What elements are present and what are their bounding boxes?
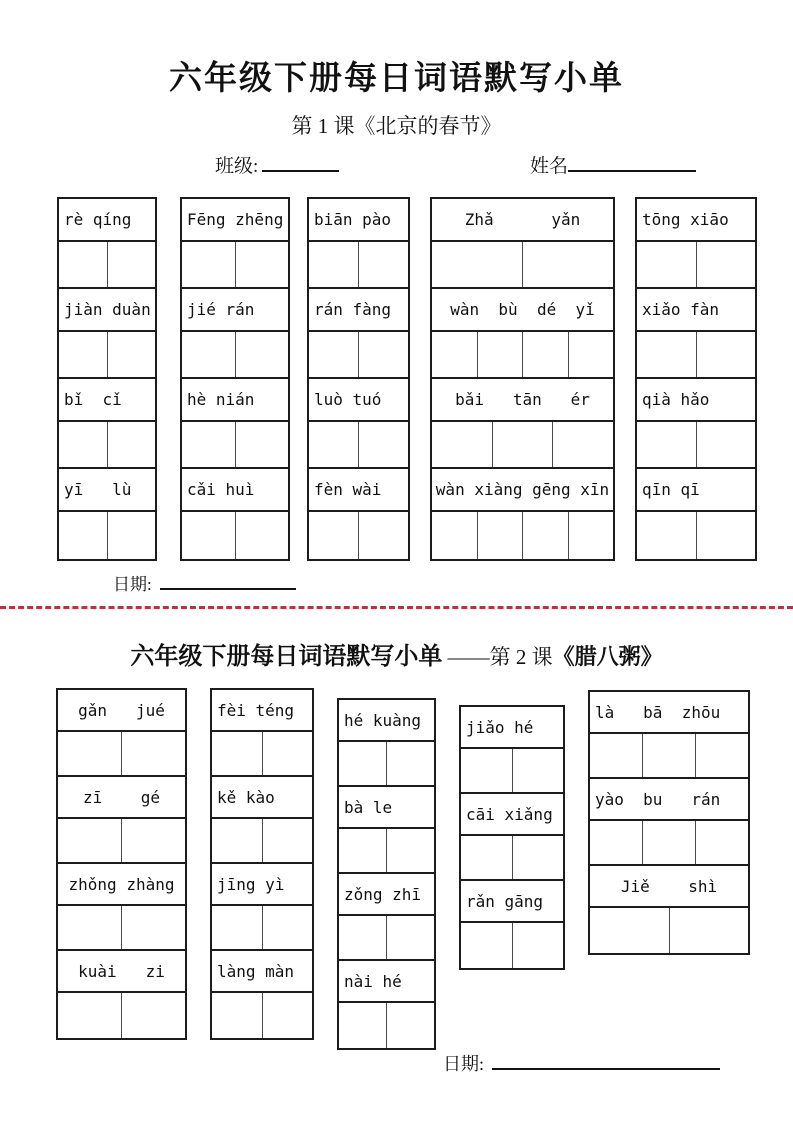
pinyin-word: rǎn gāng: [461, 881, 563, 923]
answer-box: [696, 734, 748, 777]
answer-box: [569, 512, 614, 559]
answer-row: [432, 512, 613, 559]
answer-box: [432, 422, 493, 467]
pinyin-word: rè qíng: [59, 199, 155, 242]
s1-table-2: [307, 197, 410, 561]
answer-row: [461, 749, 563, 794]
section2-title-book: 《腊八粥》: [552, 644, 663, 669]
pinyin-word: Jiě shì: [590, 866, 748, 908]
answer-box: [58, 906, 122, 949]
pinyin-word: fèn wài: [309, 469, 408, 512]
section1-title: 六年级下册每日词语默写小单: [169, 59, 624, 96]
answer-box: [553, 422, 613, 467]
answer-box: [387, 829, 434, 872]
answer-box: [59, 512, 108, 559]
pinyin-word: bǐ cǐ: [59, 379, 155, 422]
pinyin-word: yào bu rán: [590, 779, 748, 821]
answer-row: [58, 732, 185, 777]
answer-box: [122, 993, 185, 1038]
answer-row: [432, 422, 613, 469]
answer-box: [590, 821, 643, 864]
answer-box: [108, 512, 156, 559]
pinyin-word: xiǎo fàn: [637, 289, 755, 332]
answer-row: [59, 422, 155, 469]
answer-row: [590, 734, 748, 779]
answer-row: [309, 332, 408, 379]
answer-box: [212, 732, 263, 775]
pinyin-word: zī gé: [58, 777, 185, 819]
answer-row: [59, 512, 155, 559]
answer-box: [212, 993, 263, 1038]
answer-box: [478, 512, 524, 559]
section2-word-tables: [0, 688, 793, 1050]
answer-box: [309, 242, 359, 287]
answer-box: [359, 512, 408, 559]
date-label: 日期:: [443, 1054, 485, 1074]
answer-box: [339, 829, 387, 872]
s2-table-1: [210, 688, 314, 1040]
answer-box: [697, 422, 756, 467]
answer-row: [432, 332, 613, 379]
answer-row: [212, 993, 312, 1038]
section1-subtitle: 第 1 课《北京的春节》: [291, 114, 502, 138]
pinyin-word: zhǒng zhàng: [58, 864, 185, 906]
answer-box: [309, 422, 359, 467]
answer-box: [637, 422, 697, 467]
pinyin-word: biān pào: [309, 199, 408, 242]
answer-row: [59, 332, 155, 379]
answer-row: [637, 332, 755, 379]
answer-box: [108, 422, 156, 467]
answer-row: [637, 512, 755, 559]
answer-box: [461, 836, 513, 879]
answer-box: [461, 923, 513, 968]
answer-box: [387, 742, 434, 785]
answer-box: [523, 242, 613, 287]
name-label: 姓名: [530, 156, 569, 177]
answer-box: [236, 332, 289, 377]
name-fill-line: [568, 158, 696, 172]
answer-box: [108, 242, 156, 287]
class-fill-line: [262, 158, 339, 172]
section2-date-field: [443, 1050, 720, 1076]
pinyin-word: cāi xiǎng: [461, 794, 563, 836]
pinyin-word: rán fàng: [309, 289, 408, 332]
section2-title: [0, 636, 793, 671]
answer-box: [339, 1003, 387, 1048]
answer-box: [637, 512, 697, 559]
pinyin-word: tōng xiāo: [637, 199, 755, 242]
pinyin-word: Zhǎ yǎn: [432, 199, 613, 242]
answer-box: [59, 242, 108, 287]
answer-box: [670, 908, 749, 953]
answer-box: [236, 422, 289, 467]
answer-row: [58, 819, 185, 864]
answer-box: [590, 734, 643, 777]
answer-box: [182, 332, 236, 377]
answer-box: [432, 242, 523, 287]
red-dashed-divider: [0, 606, 793, 609]
answer-box: [523, 332, 569, 377]
answer-box: [696, 821, 748, 864]
section1-word-tables: [0, 197, 793, 561]
pinyin-word: làng màn: [212, 951, 312, 993]
pinyin-word: jiǎo hé: [461, 707, 563, 749]
answer-box: [513, 923, 564, 968]
pinyin-word: wàn bù dé yǐ: [432, 289, 613, 332]
pinyin-word: Fēng zhēng: [182, 199, 288, 242]
answer-box: [236, 242, 289, 287]
s2-table-3: [459, 705, 565, 970]
answer-row: [309, 422, 408, 469]
answer-box: [513, 749, 564, 792]
answer-row: [59, 242, 155, 289]
date-fill-line: [160, 576, 296, 590]
answer-box: [122, 819, 185, 862]
pinyin-word: hé kuàng: [339, 700, 434, 742]
s1-table-1: [180, 197, 290, 561]
pinyin-word: luò tuó: [309, 379, 408, 422]
answer-box: [643, 734, 696, 777]
answer-box: [637, 332, 697, 377]
answer-box: [523, 512, 569, 559]
answer-box: [59, 422, 108, 467]
answer-box: [339, 916, 387, 959]
answer-box: [263, 732, 313, 775]
answer-box: [309, 332, 359, 377]
answer-row: [637, 422, 755, 469]
answer-box: [212, 906, 263, 949]
answer-row: [309, 512, 408, 559]
pinyin-word: nài hé: [339, 961, 434, 1003]
pinyin-word: yī lù: [59, 469, 155, 512]
pinyin-word: qīn qī: [637, 469, 755, 512]
answer-box: [122, 732, 185, 775]
s1-table-0: [57, 197, 157, 561]
answer-box: [432, 332, 478, 377]
answer-row: [212, 819, 312, 864]
pinyin-word: bà le: [339, 787, 434, 829]
pinyin-word: fèi téng: [212, 690, 312, 732]
answer-box: [309, 512, 359, 559]
answer-row: [182, 332, 288, 379]
answer-row: [58, 906, 185, 951]
pinyin-word: jīng yì: [212, 864, 312, 906]
answer-box: [461, 749, 513, 792]
answer-row: [182, 512, 288, 559]
pinyin-word: wàn xiàng gēng xīn: [432, 469, 613, 512]
answer-box: [122, 906, 185, 949]
answer-box: [359, 242, 408, 287]
answer-box: [58, 819, 122, 862]
answer-box: [359, 332, 408, 377]
answer-box: [637, 242, 697, 287]
name-field: [530, 151, 696, 178]
answer-box: [182, 512, 236, 559]
answer-row: [461, 923, 563, 968]
answer-box: [182, 422, 236, 467]
pinyin-word: là bā zhōu: [590, 692, 748, 734]
answer-box: [432, 512, 478, 559]
pinyin-word: gǎn jué: [58, 690, 185, 732]
answer-box: [108, 332, 156, 377]
answer-box: [569, 332, 614, 377]
answer-box: [212, 819, 263, 862]
pinyin-word: kuài zi: [58, 951, 185, 993]
answer-box: [263, 906, 313, 949]
answer-row: [637, 242, 755, 289]
answer-row: [339, 916, 434, 961]
class-field: [215, 151, 339, 178]
answer-box: [359, 422, 408, 467]
pinyin-word: zǒng zhī: [339, 874, 434, 916]
answer-row: [58, 993, 185, 1038]
section2-title-lesson: ——第 2 课: [442, 645, 553, 669]
pinyin-word: qià hǎo: [637, 379, 755, 422]
answer-row: [590, 908, 748, 953]
class-label: 班级:: [215, 156, 259, 177]
pinyin-word: bǎi tān ér: [432, 379, 613, 422]
answer-box: [59, 332, 108, 377]
date-fill-line: [492, 1056, 720, 1070]
answer-box: [387, 1003, 434, 1048]
pinyin-word: jiàn duàn: [59, 289, 155, 332]
section1-date-field: [113, 570, 296, 595]
answer-row: [461, 836, 563, 881]
answer-box: [263, 993, 313, 1038]
answer-row: [182, 422, 288, 469]
answer-row: [182, 242, 288, 289]
s2-table-4: [588, 690, 750, 955]
section2-title-main: 六年级下册每日词语默写小单: [130, 643, 443, 670]
s2-table-2: [337, 698, 436, 1050]
s1-table-4: [635, 197, 757, 561]
answer-row: [212, 906, 312, 951]
answer-box: [182, 242, 236, 287]
answer-box: [590, 908, 670, 953]
answer-box: [697, 242, 756, 287]
answer-box: [493, 422, 554, 467]
answer-box: [58, 732, 122, 775]
date-label: 日期:: [113, 575, 152, 594]
answer-row: [212, 732, 312, 777]
answer-row: [339, 1003, 434, 1048]
answer-box: [387, 916, 434, 959]
s2-table-0: [56, 688, 187, 1040]
pinyin-word: cǎi huì: [182, 469, 288, 512]
answer-row: [339, 742, 434, 787]
s1-table-3: [430, 197, 615, 561]
pinyin-word: kě kào: [212, 777, 312, 819]
answer-row: [590, 821, 748, 866]
pinyin-word: jié rán: [182, 289, 288, 332]
answer-box: [58, 993, 122, 1038]
answer-row: [432, 242, 613, 289]
answer-box: [513, 836, 564, 879]
answer-box: [236, 512, 289, 559]
answer-box: [478, 332, 524, 377]
answer-box: [697, 332, 756, 377]
answer-box: [339, 742, 387, 785]
answer-box: [697, 512, 756, 559]
answer-row: [339, 829, 434, 874]
answer-box: [263, 819, 313, 862]
answer-row: [309, 242, 408, 289]
answer-box: [643, 821, 696, 864]
pinyin-word: hè nián: [182, 379, 288, 422]
